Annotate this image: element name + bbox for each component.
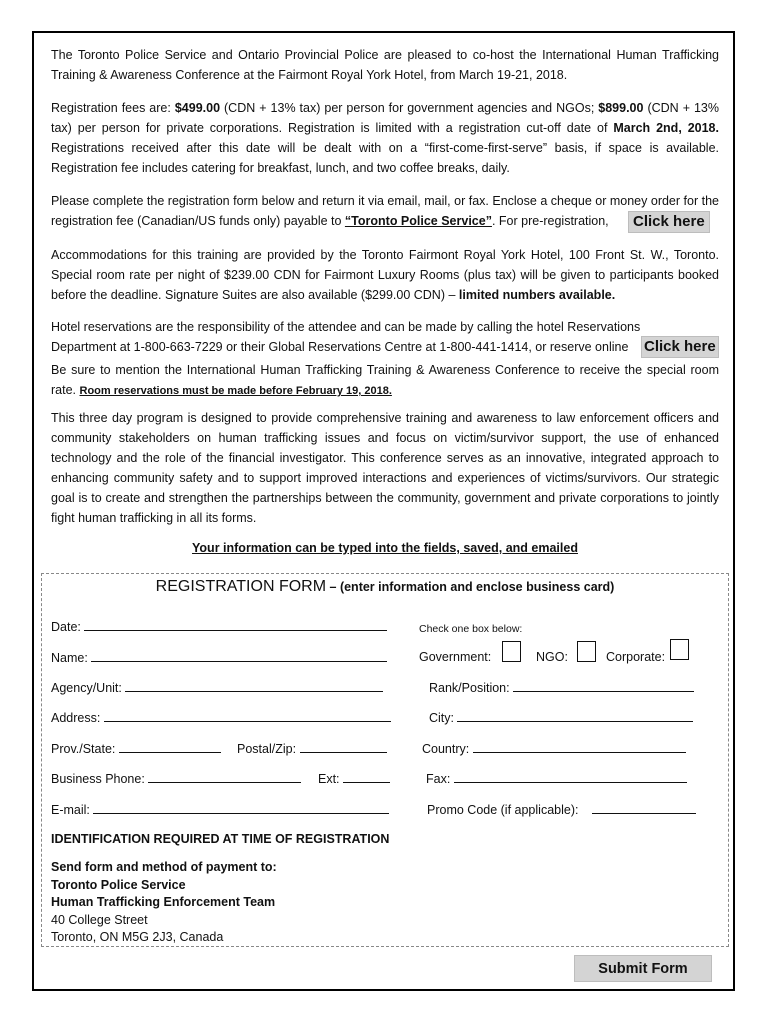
fee-government: $499.00 xyxy=(174,101,221,115)
country-label: Country: xyxy=(422,742,470,756)
address-org: Toronto Police Service xyxy=(51,877,186,892)
corporate-checkbox[interactable] xyxy=(670,639,689,660)
limited-numbers-text: limited numbers available. xyxy=(458,288,616,302)
mailing-address xyxy=(51,859,277,947)
registration-text: Please complete the registration form below and return it via email, mail, or fax. Enclose a cheque or money order for the registration fee (Canadian/US funds only) payable to xyxy=(51,194,719,228)
promo-label: Promo Code (if applicable): xyxy=(427,803,579,817)
city-field[interactable] xyxy=(429,708,693,727)
postal-label: Postal/Zip: xyxy=(237,742,297,756)
prov-field[interactable] xyxy=(51,739,221,758)
pre-registration-click-here-button[interactable]: Click here xyxy=(628,211,710,233)
registration-paragraph xyxy=(51,191,719,231)
name-label: Name: xyxy=(51,651,88,665)
corporate-label: Corporate: xyxy=(606,650,666,664)
fees-text: (CDN + 13% tax) per person for government agencies and NGOs; xyxy=(220,101,599,115)
address-street: 40 College Street xyxy=(51,912,148,927)
id-required-notice: IDENTIFICATION REQUIRED AT TIME OF REGISTRATION xyxy=(51,832,390,846)
phone-field[interactable] xyxy=(51,769,301,788)
government-checkbox[interactable] xyxy=(502,641,521,662)
reserve-online-click-here-button[interactable]: Click here xyxy=(641,336,719,358)
address-city: Toronto, ON M5G 2J3, Canada xyxy=(51,930,224,944)
rank-field[interactable] xyxy=(429,678,694,697)
address-team: Human Trafficking Enforcement Team xyxy=(51,895,276,909)
country-field[interactable] xyxy=(422,739,686,758)
fees-text: Registrations received after this date will be dealt with on a “first-come-first-serve” basis, if space is available. Registration fee includes catering for breakfast, lunch, and two coffee breaks, daily. xyxy=(51,141,719,175)
fees-text: (CDN + 13% tax) per person for private corporations. Registration is limited with a registration cut-off date of xyxy=(51,101,719,135)
promo-field[interactable] xyxy=(427,800,696,819)
fees-paragraph xyxy=(51,98,719,178)
intro-paragraph: The Toronto Police Service and Ontario Provincial Police are pleased to co-host the International Human Trafficking Training & Awareness Conference at the Fairmont Royal York Hotel, from March 19-21, 2018. xyxy=(51,48,719,82)
address-label: Address: xyxy=(51,711,101,725)
submit-form-button[interactable]: Submit Form xyxy=(574,955,712,982)
government-label: Government: xyxy=(419,650,492,664)
fees-text: Registration fees are: xyxy=(51,101,175,115)
date-field[interactable] xyxy=(51,617,387,636)
ext-field[interactable] xyxy=(318,769,390,788)
fee-corporate: $899.00 xyxy=(598,101,644,115)
email-field[interactable] xyxy=(51,800,389,819)
fax-field[interactable] xyxy=(426,769,687,788)
form-title-text: REGISTRATION FORM xyxy=(155,578,327,595)
ext-label: Ext: xyxy=(318,772,340,786)
agency-label: Agency/Unit: xyxy=(51,681,122,695)
ngo-label: NGO: xyxy=(536,650,568,664)
agency-field[interactable] xyxy=(51,678,383,697)
name-field[interactable] xyxy=(51,648,387,667)
check-note: Check one box below: xyxy=(419,623,523,635)
accommodations-text: Accommodations for this training are provided by the Toronto Fairmont Royal York Hotel, 100 Front St. W., Toronto. Special room rate per night of $239.00 CDN for Fairmont Luxury Rooms (plus tax) will be given to participants booked before the deadline. Signature Suites are also available ($299.00 CDN) – xyxy=(51,248,719,302)
cutoff-date: March 2nd, 2018. xyxy=(613,121,719,135)
form-subtitle: – (enter information and enclose business card) xyxy=(326,580,615,594)
room-deadline-text: Room reservations must be made before February 19, 2018. xyxy=(79,385,392,397)
rank-label: Rank/Position: xyxy=(429,681,510,695)
send-to-label: Send form and method of payment to: xyxy=(51,860,277,874)
email-label: E-mail: xyxy=(51,803,90,817)
form-title xyxy=(0,578,770,596)
registration-text: . For pre-registration, xyxy=(491,214,609,228)
phone-label: Business Phone: xyxy=(51,772,145,786)
ngo-checkbox[interactable] xyxy=(577,641,596,662)
mention-paragraph xyxy=(51,360,719,401)
fax-label: Fax: xyxy=(426,772,451,786)
accommodations-paragraph xyxy=(51,245,719,305)
hotel-reservations-paragraph: Hotel reservations are the responsibility of the attendee and can be made by calling the hotel Reservations Department at 1-800-663-7229 or their Global Reservations Centre at 1-800-441-1414, or reserve online xyxy=(51,320,641,354)
typing-note: Your information can be typed into the fields, saved, and emailed xyxy=(192,541,578,555)
date-label: Date: xyxy=(51,620,81,634)
postal-field[interactable] xyxy=(237,739,387,758)
program-paragraph: This three day program is designed to provide comprehensive training and awareness to law enforcement officers and community stakeholders on human trafficking issues and focus on victim/survivor support, the use of enhanced technology and the role of the financial investigator. This conference serves as an innovative, integrated approach to enhancing community safety and to support improved interactions and experiences of victims/survivors. Our strategic goal is to create and strengthen the partnerships between the community, government and private corporations to jointly fight human trafficking in all its forms. xyxy=(51,411,719,525)
city-label: City: xyxy=(429,711,454,725)
address-field[interactable] xyxy=(51,708,391,727)
payee-name: “Toronto Police Service” xyxy=(344,214,492,228)
mention-text: Be sure to mention the International Human Trafficking Training & Awareness Conference to receive the special room rate. xyxy=(51,363,719,397)
prov-label: Prov./State: xyxy=(51,742,116,756)
